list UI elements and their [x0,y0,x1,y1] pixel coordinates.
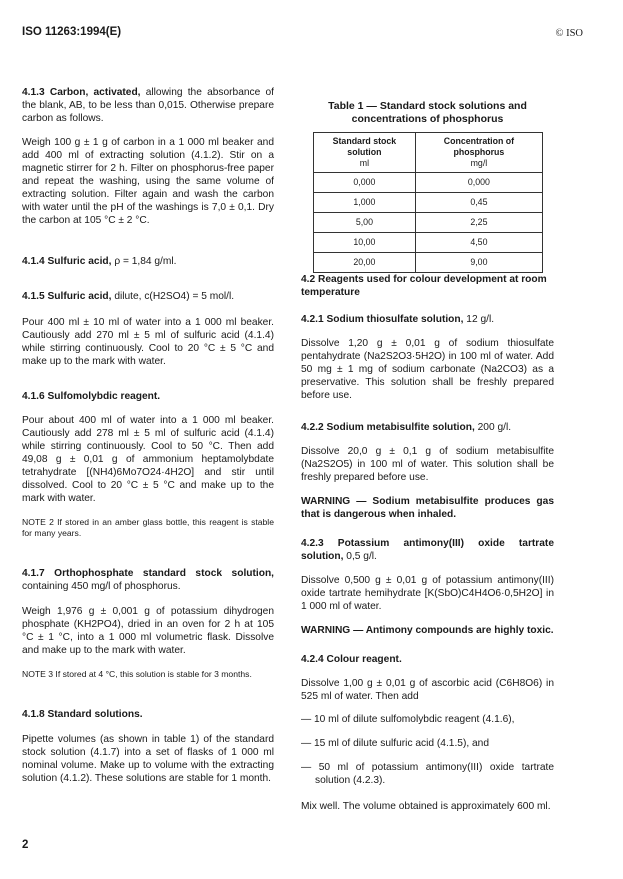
list-item: — 15 ml of dilute sulfuric acid (4.1.5), and [301,738,489,749]
section-4-2-heading: 4.2 Reagents used for colour development at room temperature [301,274,547,298]
table-cell-concentration: 9,00 [416,253,542,273]
table-row [313,253,542,273]
section-4-1-4-heading: 4.1.4 Sulfuric acid, [22,256,112,267]
section-4-2-2 [301,421,554,434]
table-header-standard-stock-unit: ml [359,158,370,168]
section-4-2-3-body: Dissolve 0,500 g ± 0,01 g of potassium antimony(III) oxide tartrate hemihydrate [K(SbO)C4H4O6·0,5H2O] in 1 000 ml of water. [301,575,554,612]
table-header-concentration [416,133,542,173]
table-1-block [301,100,554,273]
table-row [313,213,542,233]
table-header-concentration-unit: mg/l [470,158,488,168]
table-cell-volume: 1,000 [313,193,416,213]
table-1-title-line-1: Table 1 — Standard stock solutions and [328,100,527,112]
section-4-1-3-body: Weigh 100 g ± 1 g of carbon in a 1 000 ml beaker and add 400 ml of extracting solution (4.1.2). Stir on a magnetic stirrer for 2 h. Filter on phosphorus-free paper and repeat the washing, using the same volume of extracting solution. Filter again and wash the carbon with water until the pH of the washings is 7,0 ± 0,1. Dry the carbon at 105 °C ± 2 °C. [22,137,274,226]
section-4-1-4 [22,255,274,268]
list-item: — 50 ml of potassium antimony(III) oxide tartrate solution (4.2.3). [301,762,554,786]
colour-reagent-closing: Mix well. The volume obtained is approximately 600 ml. [301,801,551,812]
table-1 [313,132,543,273]
table-row [313,193,542,213]
note-3: NOTE 3 If stored at 4 °C, this solution is stable for 3 months. [22,669,252,679]
table-cell-volume: 20,00 [313,253,416,273]
section-4-2-2-body: Dissolve 20,0 g ± 0,1 g of sodium metabisulfite (Na2S2O5) in 100 ml of water. This solution shall be freshly prepared before use. [301,446,554,483]
section-4-2-1-text: 12 g/l. [466,314,495,325]
section-4-1-3 [22,86,274,125]
section-4-1-7-body: Weigh 1,976 g ± 0,001 g of potassium dihydrogen phosphate (KH2PO4), dried in an oven for 2 h at 105 °C ± 1 °C, into a 1 000 ml volumetric flask. Dissolve and make up to the mark with water. [22,606,274,656]
colour-reagent-list [301,713,554,787]
section-4-1-7-heading: 4.1.7 Orthophosphate standard stock solution, [22,568,274,579]
section-4-1-5-body: Pour 400 ml ± 10 ml of water into a 1 000 ml beaker. Cautiously add 270 ml ± 5 ml of sulfuric acid (4.1.4) while stirring continuously. Cool to 20 °C ± 5 °C and make up to the mark with water. [22,317,274,367]
note-2: NOTE 2 If stored in an amber glass bottle, this reagent is stable for many years. [22,517,274,538]
running-header-standard: ISO 11263:1994(E) [22,26,122,38]
section-4-2-2-text: 200 g/l. [477,422,512,433]
page-number: 2 [22,839,29,851]
warning-metabisulfite: WARNING — Sodium metabisulfite produces gas that is dangerous when inhaled. [301,496,554,520]
section-4-1-6-body: Pour about 400 ml of water into a 1 000 ml beaker. Cautiously add 278 ml ± 5 ml of sulfuric acid (4.1.4) while stirring continuously. Cool to 50 °C. Then add 49,08 g ± 0,01 g of ammonium heptamolybdate tetrahydrate [(NH4)6Mo7O24·4H2O] and stir until dissolved. Cool to 20 °C ± 5 °C and make up to the mark with water. [22,415,274,504]
section-4-1-8-body: Pipette volumes (as shown in table 1) of the standard stock solution (4.1.7) into a set of flasks of 1 000 ml nominal volume. Make up to volume with the extracting solution (4.1.2). These solutions are stable for 1 month. [22,734,274,784]
table-1-title-line-2: concentrations of phosphorus [351,113,504,125]
table-1-title [301,100,554,126]
table-header-row [313,133,542,173]
section-4-2-1 [301,313,554,326]
table-cell-concentration: 4,50 [416,233,542,253]
table-cell-volume: 10,00 [313,233,416,253]
section-4-1-6-heading: 4.1.6 Sulfomolybdic reagent. [22,391,161,402]
table-cell-volume: 0,000 [313,173,416,193]
section-4-1-3-intro: allowing the absorbance of the blank, AB, to be less than 0,015. Otherwise prepare carbon as follows. [22,87,274,124]
section-4-1-8-heading: 4.1.8 Standard solutions. [22,709,143,720]
section-4-1-5-heading: 4.1.5 Sulfuric acid, [22,291,112,302]
table-cell-volume: 5,00 [313,213,416,233]
section-4-2-2-heading: 4.2.2 Sodium metabisulfite solution, [301,422,475,433]
section-4-1-4-text: ρ = 1,84 g/ml. [114,256,177,267]
right-column [301,273,554,813]
table-row [313,173,542,193]
section-4-2-3-heading: 4.2.3 Potassium antimony(III) oxide tartrate solution, [301,538,554,562]
section-4-2-1-heading: 4.2.1 Sodium thiosulfate solution, [301,314,464,325]
table-row [313,233,542,253]
table-cell-concentration: 0,000 [416,173,542,193]
warning-antimony: WARNING — Antimony compounds are highly toxic. [301,625,554,636]
section-4-2-3-text: 0,5 g/l. [346,551,377,562]
list-item: — 10 ml of dilute sulfomolybdic reagent (4.1.6), [301,714,515,725]
table-cell-concentration: 2,25 [416,213,542,233]
section-4-1-5 [22,290,274,303]
section-4-2-4-heading: 4.2.4 Colour reagent. [301,654,402,665]
section-4-1-7-text: containing 450 mg/l of phosphorus. [22,581,181,592]
left-column [22,86,274,785]
table-header-standard-stock [313,133,416,173]
section-4-2-3 [301,537,554,563]
section-4-1-3-heading: 4.1.3 Carbon, activated, [22,87,141,98]
section-4-2-4-body: Dissolve 1,00 g ± 0,01 g of ascorbic acid (C6H8O6) in 525 ml of water. Then add [301,678,554,702]
section-4-2-1-body: Dissolve 1,20 g ± 0,01 g of sodium thiosulfate pentahydrate (Na2S2O3·5H2O) in 100 ml of water. Add 50 mg ± 1 mg of sodium carbonate (Na2CO3) as a preservative. This solution shall be freshly prepared before use. [301,338,554,401]
table-header-standard-stock-label: Standard stock solution [332,136,397,157]
section-4-1-5-text: dilute, c(H2SO4) = 5 mol/l. [114,291,235,302]
table-header-concentration-label: Concentration of phosphorus [443,136,515,157]
section-4-1-7 [22,567,274,593]
running-header-copyright: © ISO [555,28,583,39]
table-cell-concentration: 0,45 [416,193,542,213]
